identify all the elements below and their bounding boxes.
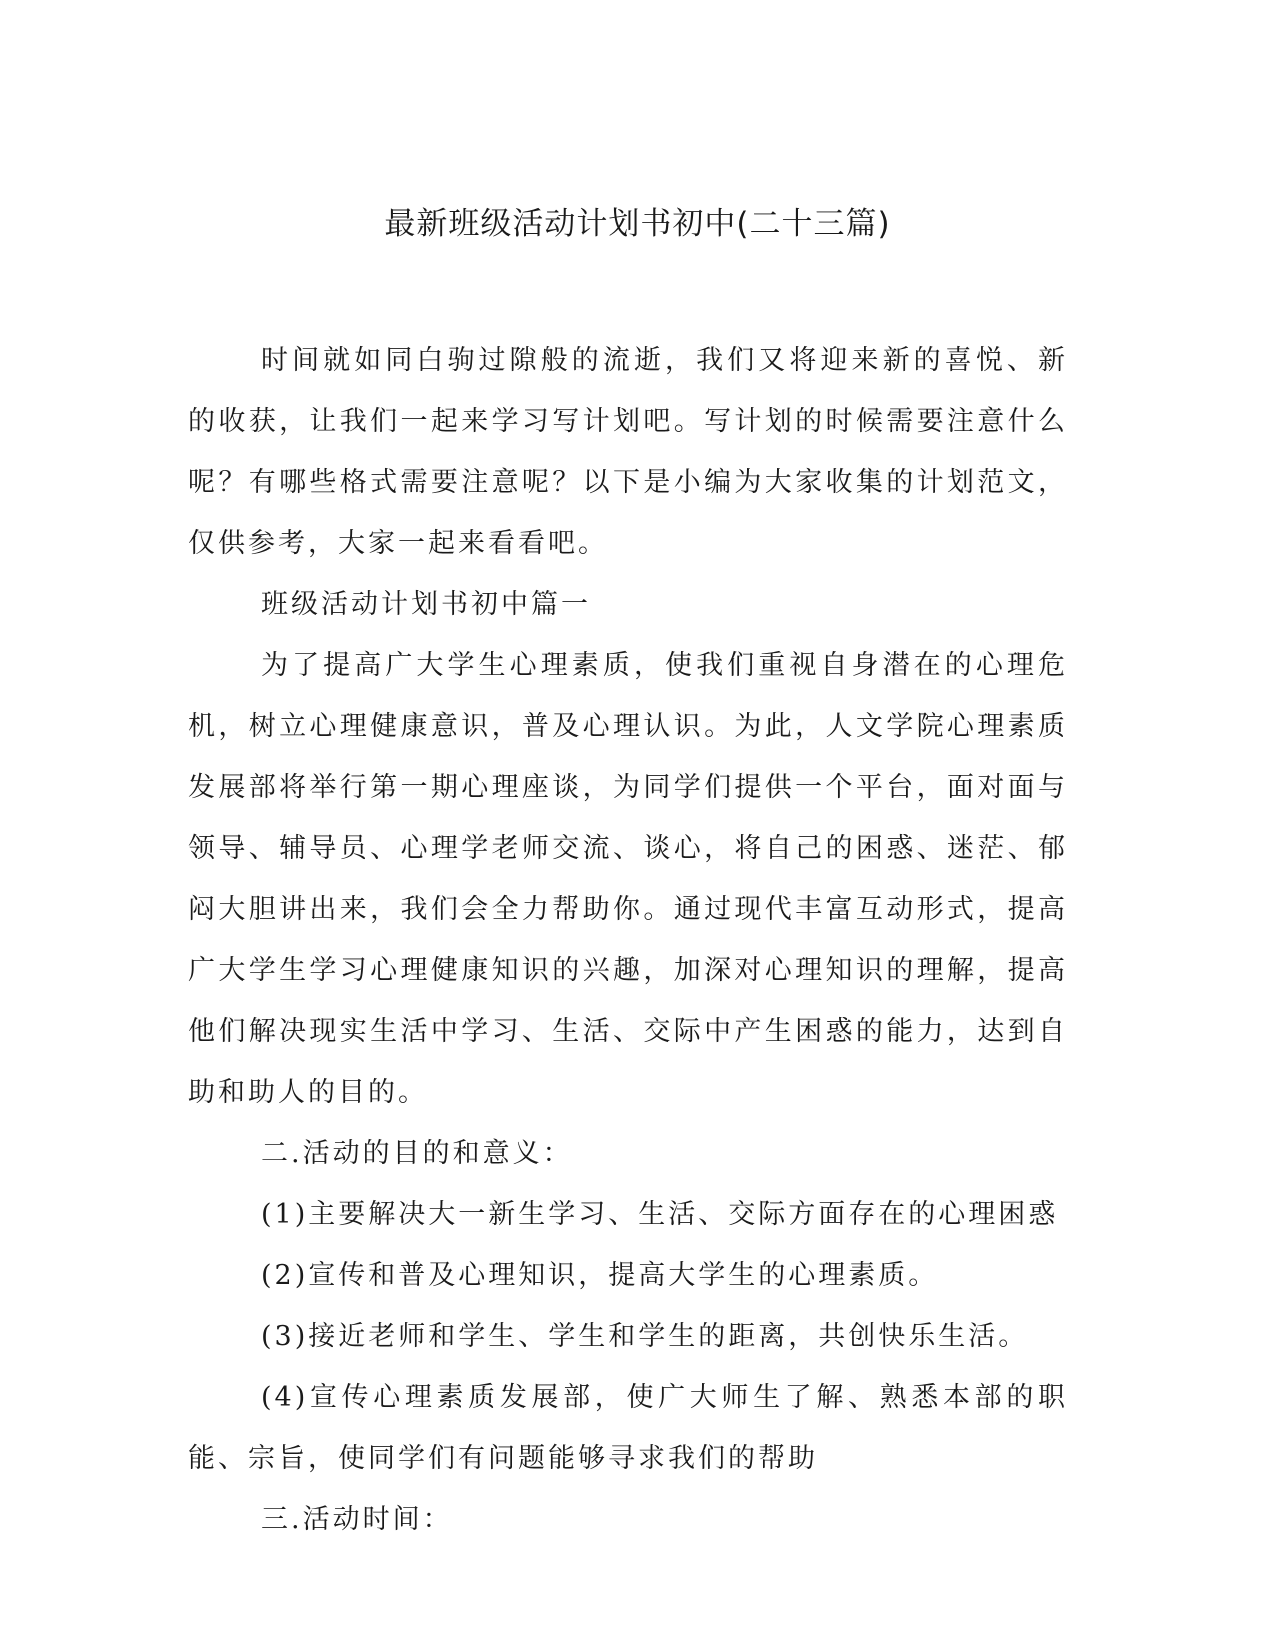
document-title: 最新班级活动计划书初中(二十三篇) [384,206,891,242]
list-item: (2)宣传和普及心理知识，提高大学生的心理素质。 [261,1260,939,1291]
intro-paragraph: 时间就如同白驹过隙般的流逝，我们又将迎来新的喜悦、新的收获，让我们一起来学习写计划吧。写计划的时候需要注意什么呢？有哪些格式需要注意呢？以下是小编为大家收集的计划范文，仅供参考，大家一起来看看吧。 [188,345,1068,559]
list-item: (1)主要解决大一新生学习、生活、交际方面存在的心理困惑 [261,1199,1059,1230]
section-title: 班级活动计划书初中篇一 [261,589,591,620]
body-paragraph: 为了提高广大学生心理素质，使我们重视自身潜在的心理危机，树立心理健康意识，普及心理认识。为此，人文学院心理素质发展部将举行第一期心理座谈，为同学们提供一个平台，面对面与领导、辅导员、心理学老师交流、谈心，将自己的困惑、迷茫、郁闷大胆讲出来，我们会全力帮助你。通过现代丰富互动形式，提高广大学生学习心理健康知识的兴趣，加深对心理知识的理解，提高他们解决现实生活中学习、生活、交际中产生困惑的能力，达到自助和助人的目的。 [188,650,1068,1108]
list-item: (4)宣传心理素质发展部，使广大师生了解、熟悉本部的职能、宗旨，使同学们有问题能够寻求我们的帮助 [188,1382,1068,1474]
section-heading-purpose: 二.活动的目的和意义： [261,1138,573,1169]
list-item: (3)接近老师和学生、学生和学生的距离，共创快乐生活。 [261,1321,1029,1352]
section-heading-time: 三.活动时间： [261,1504,453,1535]
document-body [188,330,1068,1550]
